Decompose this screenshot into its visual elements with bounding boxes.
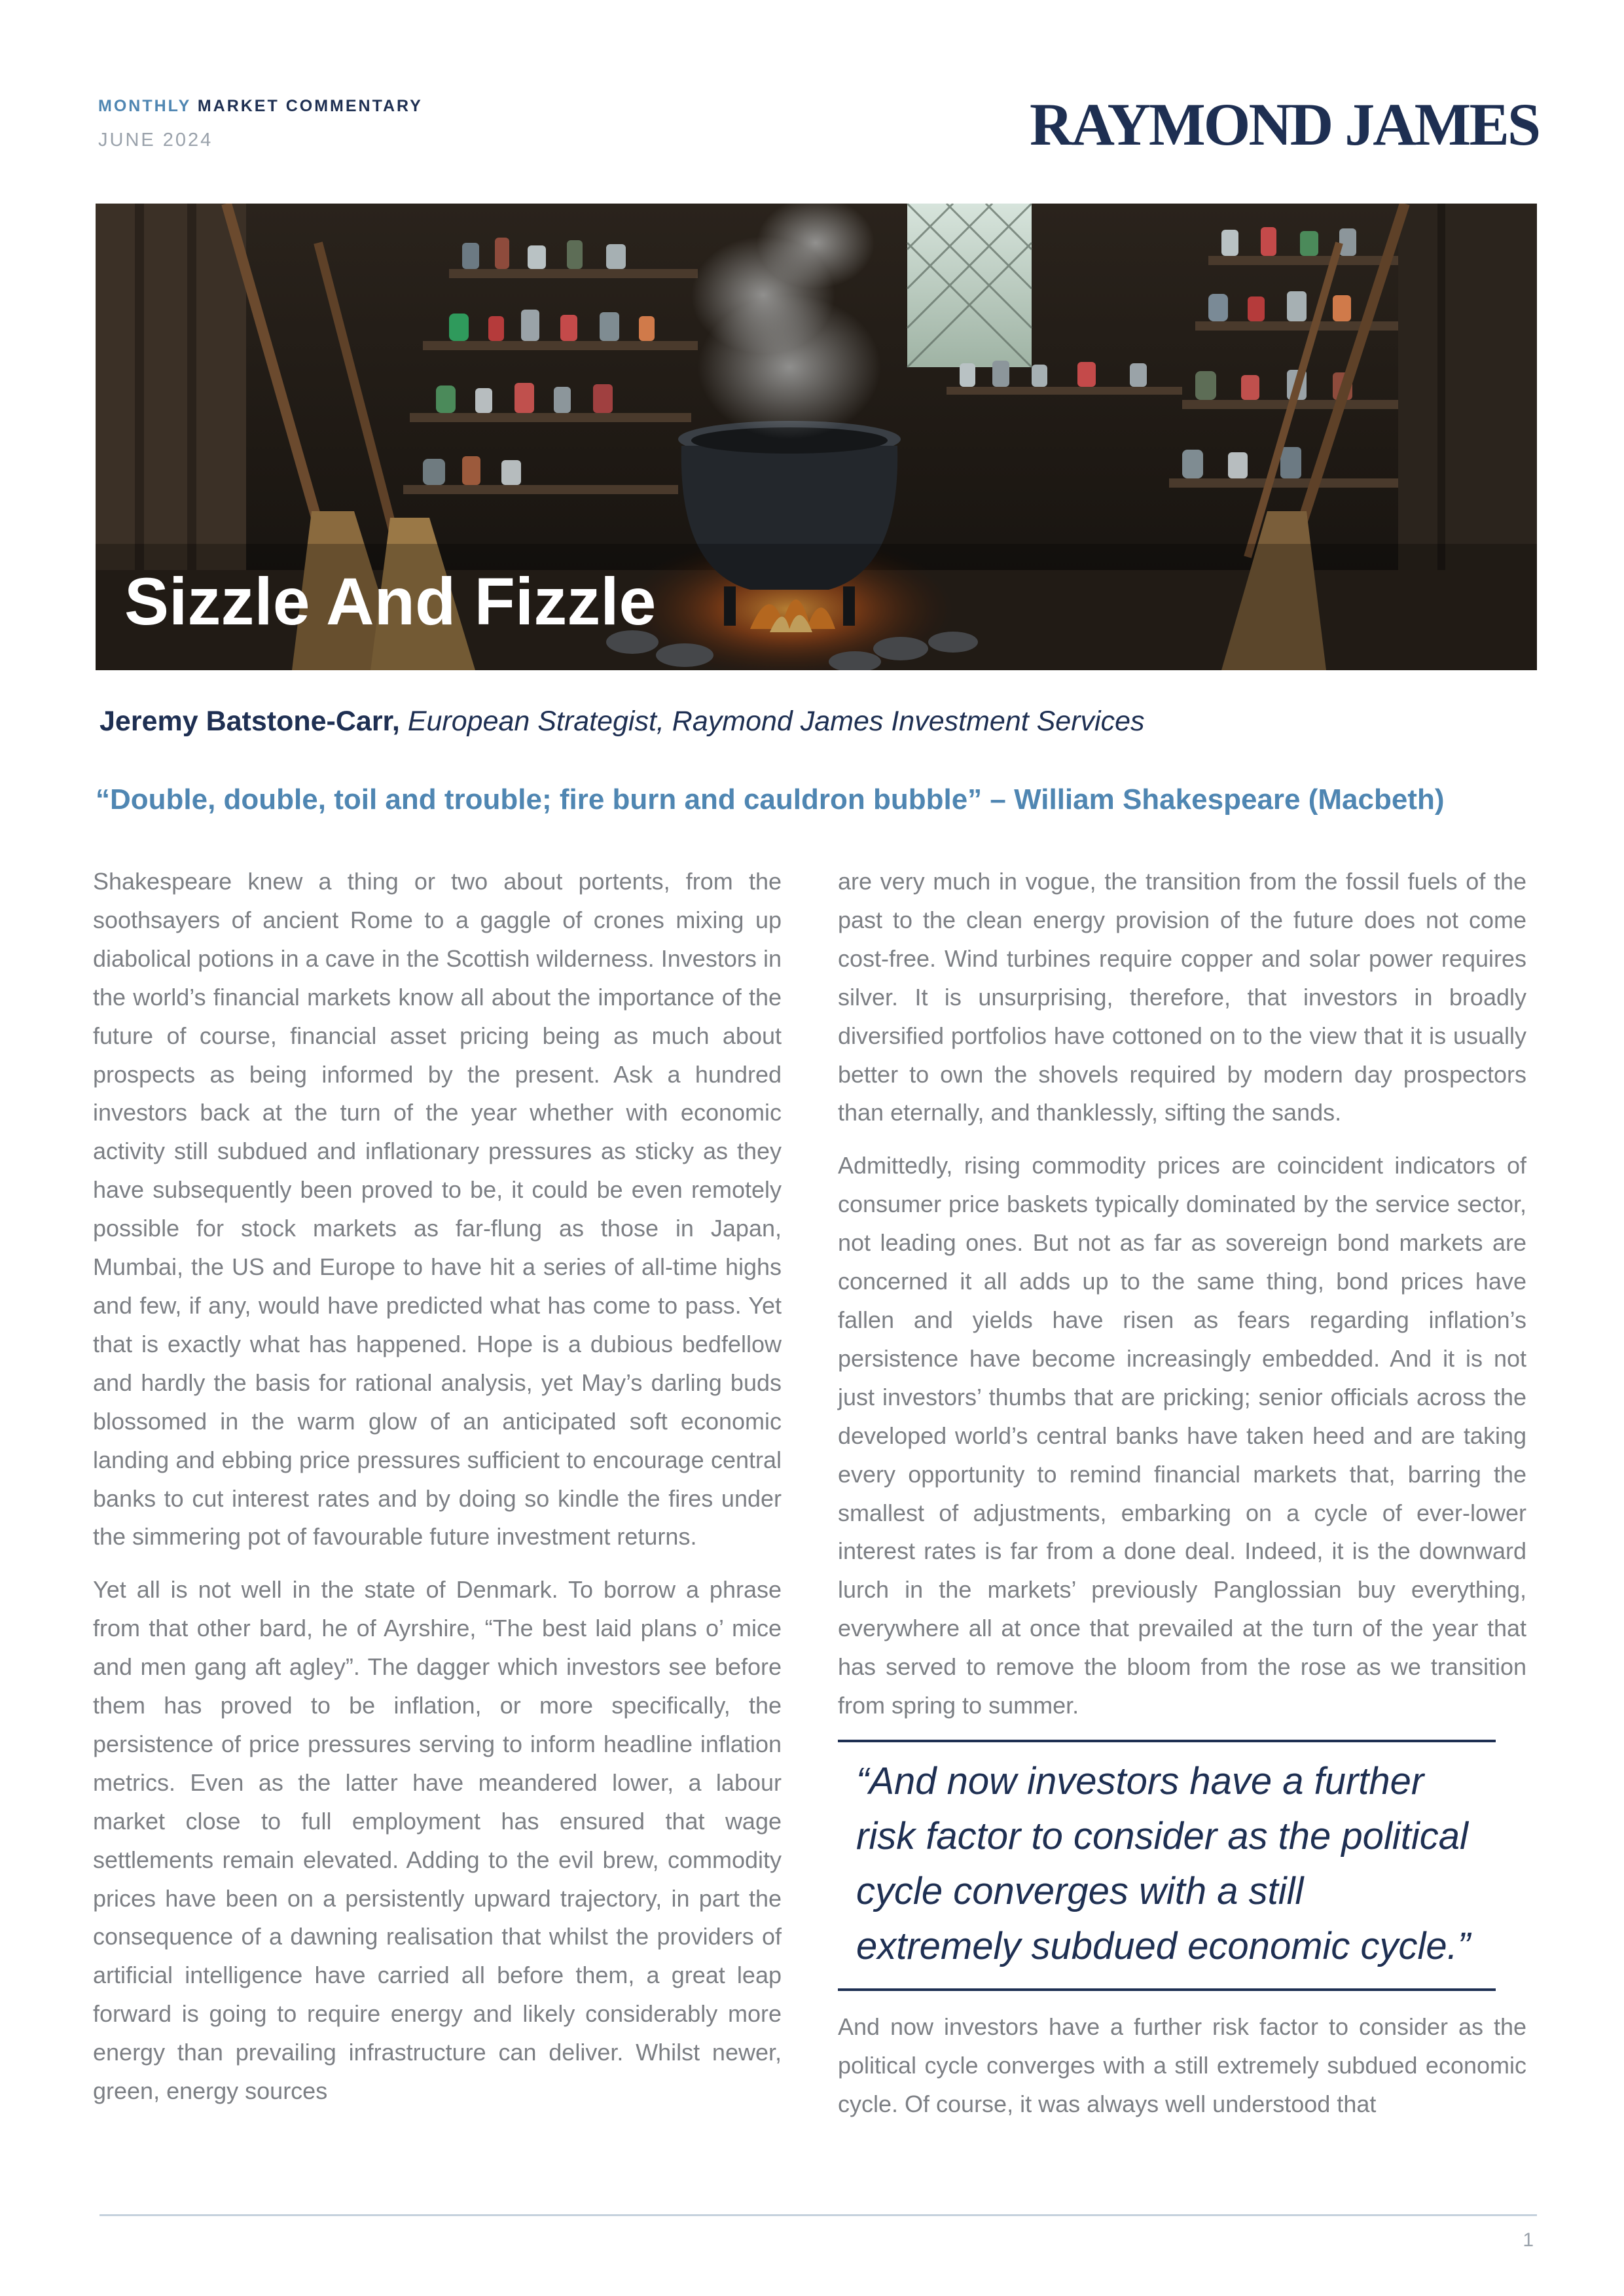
article-title: Sizzle And Fizzle [124, 564, 657, 639]
body-paragraph: Shakespeare knew a thing or two about portents, from the soothsayers of ancient Rome to a gaggle of crones mixing up diabolical potions in a cave in the Scottish wilderness. Investors in the world’s financial markets know all about the importance of the future of course, financial asset pricing being as much about prospects as being informed by the present. Ask a hundred investors back at the turn of the year whether with economic activity still subdued and inflationary pressures as sticky as they have subsequently been proved to be, it could be even remotely possible for stock markets as far-flung as those in Japan, Mumbai, the US and Europe to have hit a series of all-time highs and few, if any, would have predicted what has come to pass. Yet that is exactly what has happened. Hope is a dubious bedfellow and hardly the basis for rational analysis, yet May’s darling buds blossomed in the warm glow of an anticipated soft economic landing and ebbing price pressures sufficient to encourage central banks to cut interest rates and by doing so kindle the fires under the simmering pot of favourable future investment returns. [93, 868, 782, 1551]
body-paragraph: are very much in vogue, the transition from the fossil fuels of the past to the clean energy provision of the future does not come cost-free. Wind turbines require copper and solar power requires silver. It is unsurprising, therefore, that investors in broadly diversified portfolios have cottoned on to the view that it is usually better to own the shovels required by modern day prospectors than eternally, and thanklessly, sifting the sands. [838, 868, 1526, 1126]
body-paragraph: And now investors have a further risk factor to consider as the political cycle converges with a still extremely subdued economic cycle. Of course, it was always well understood that [838, 2013, 1526, 2117]
byline [99, 703, 1145, 740]
body-paragraph: Admittedly, rising commodity prices are coincident indicators of consumer price baskets typically dominated by the service sector, not leading ones. But not as far as sovereign bond markets are concerned it all adds up to the same thing, bond prices have fallen and yields have risen as fears regarding inflation’s persistence have become increasingly embedded. And it is not just investors’ thumbs that are pricking; senior officials across the developed world’s central banks have taken heed and are taking every opportunity to remind financial markets that, barring the smallest of adjustments, embarking on a cycle of ever-lower interest rates is far from a done deal. Indeed, it is the downward lurch in the markets’ previously Panglossian buy everything, everywhere all at once that prevailed at the turn of the year that has served to remove the bloom from the rose as we transition from spring to summer. [838, 1152, 1526, 1719]
author-name: Jeremy Batstone-Carr, [99, 706, 400, 737]
series-market-commentary: MARKET COMMENTARY [197, 97, 423, 115]
footer-divider [99, 2214, 1537, 2216]
left-column [93, 863, 782, 2125]
raymond-james-logo: RAYMOND JAMES [1030, 91, 1539, 158]
issue-date: JUNE 2024 [98, 130, 213, 151]
pull-quote: “And now investors have a further risk factor to consider as the political cycle converges with a still extremely subdued economic cycle.” [838, 1740, 1496, 1991]
series-label [98, 96, 423, 117]
epigraph-quote: “Double, double, toil and trouble; fire burn and cauldron bubble” – William Shakespeare (Macbeth) [96, 783, 1445, 816]
body-paragraph: Yet all is not well in the state of Denmark. To borrow a phrase from that other bard, he of Ayrshire, “The best laid plans o’ mice and men gang aft agley”. The dagger which investors see before them has proved to be inflation, or more specifically, the persistence of price pressures serving to inform headline inflation metrics. Even as the latter have meandered lower, a labour market close to full employment has ensured that wage settlements remain elevated. Adding to the evil brew, commodity prices have been on a persistently upward trajectory, in part the consequence of a dawning realisation that whilst the providers of artificial intelligence have carried all before them, a great leap forward is going to require energy and likely considerably more energy than prevailing infrastructure can deliver. Whilst newer, green, energy sources [93, 1576, 782, 2105]
right-column [838, 863, 1526, 2138]
author-role: European Strategist, Raymond James Investment Services [399, 706, 1145, 737]
series-header [98, 96, 423, 151]
page-number: 1 [1523, 2229, 1534, 2251]
hero-banner [96, 204, 1537, 670]
series-monthly: MONTHLY [98, 97, 191, 115]
